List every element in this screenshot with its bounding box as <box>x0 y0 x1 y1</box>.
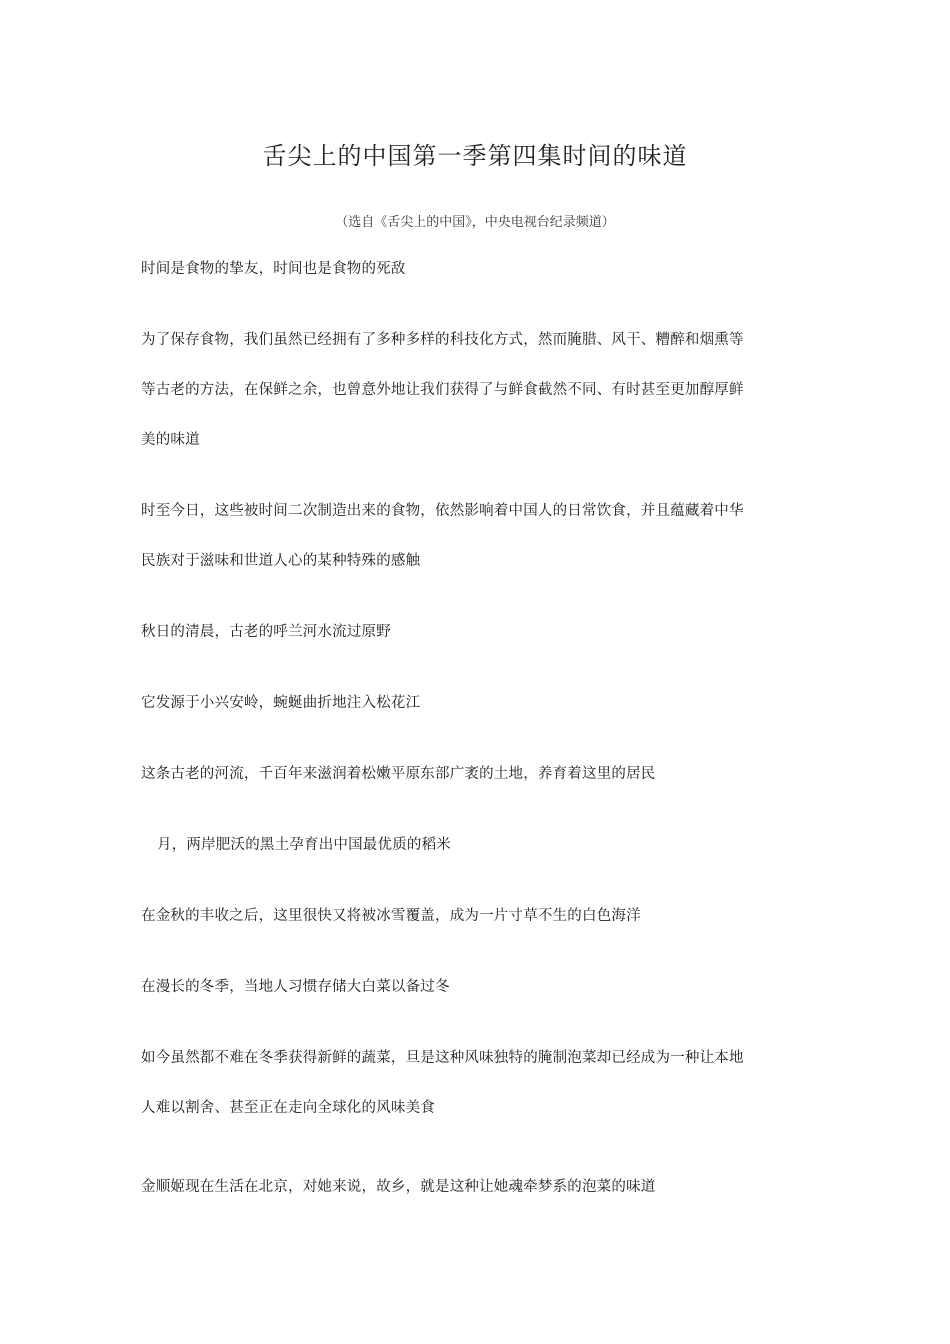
paragraph-4 <box>141 607 806 657</box>
paragraph-line: 时至今日，这些被时间二次制造出来的食物，依然影响着中国人的日常饮食，并且蕴藏着中华 <box>141 503 744 519</box>
paragraph-8 <box>141 891 806 941</box>
paragraph-9 <box>141 962 806 1012</box>
paragraph-5 <box>141 678 806 728</box>
paragraph-7 <box>141 820 806 870</box>
paragraph-1 <box>141 244 806 294</box>
paragraph-11 <box>141 1162 806 1212</box>
paragraph-line: 它发源于小兴安岭，蜿蜒曲折地注入松花江 <box>141 695 421 711</box>
paragraph-line: 美的味道 <box>141 432 200 448</box>
document-title: 舌尖上的中国第一季第四集时间的味道 <box>262 142 688 170</box>
paragraph-line: 民族对于滋味和世道人心的某种特殊的感触 <box>141 553 421 569</box>
paragraph-line: 人难以割舍、甚至正在走向全球化的风味美食 <box>141 1100 435 1116</box>
paragraph-line: 等古老的方法，在保鲜之余，也曾意外地让我们获得了与鲜食截然不同、有时甚至更加醇厚鲜 <box>141 382 744 398</box>
paragraph-line: 为了保存食物，我们虽然已经拥有了多种多样的科技化方式，然而腌腊、风干、糟醉和烟熏等 <box>141 332 744 348</box>
paragraph-line: 月，两岸肥沃的黑土孕育出中国最优质的稻米 <box>157 837 451 853</box>
paragraph-3 <box>141 486 806 586</box>
paragraph-line: 时间是食物的挚友，时间也是食物的死敌 <box>141 261 406 277</box>
paragraph-line: 在金秋的丰收之后，这里很快又将被冰雪覆盖，成为一片寸草不生的白色海洋 <box>141 908 641 924</box>
paragraph-6 <box>141 749 806 799</box>
document-subtitle: （选自《舌尖上的中国》，中央电视台纪录频道） <box>335 215 615 230</box>
paragraph-line: 这条古老的河流，千百年来滋润着松嫩平原东部广袤的土地，养育着这里的居民 <box>141 766 656 782</box>
paragraph-line: 金顺姬现在生活在北京，对她来说，故乡，就是这种让她魂牵梦系的泡菜的味道 <box>141 1179 656 1195</box>
paragraph-line: 如今虽然都不难在冬季获得新鲜的蔬菜，旦是这种风味独特的腌制泡菜却已经成为一种让本地 <box>141 1050 744 1066</box>
paragraph-line: 在漫长的冬季，当地人习惯存储大白菜以备过冬 <box>141 979 450 995</box>
paragraph-10 <box>141 1033 806 1133</box>
paragraph-2 <box>141 315 806 465</box>
paragraph-line: 秋日的清晨，古老的呼兰河水流过原野 <box>141 624 391 640</box>
